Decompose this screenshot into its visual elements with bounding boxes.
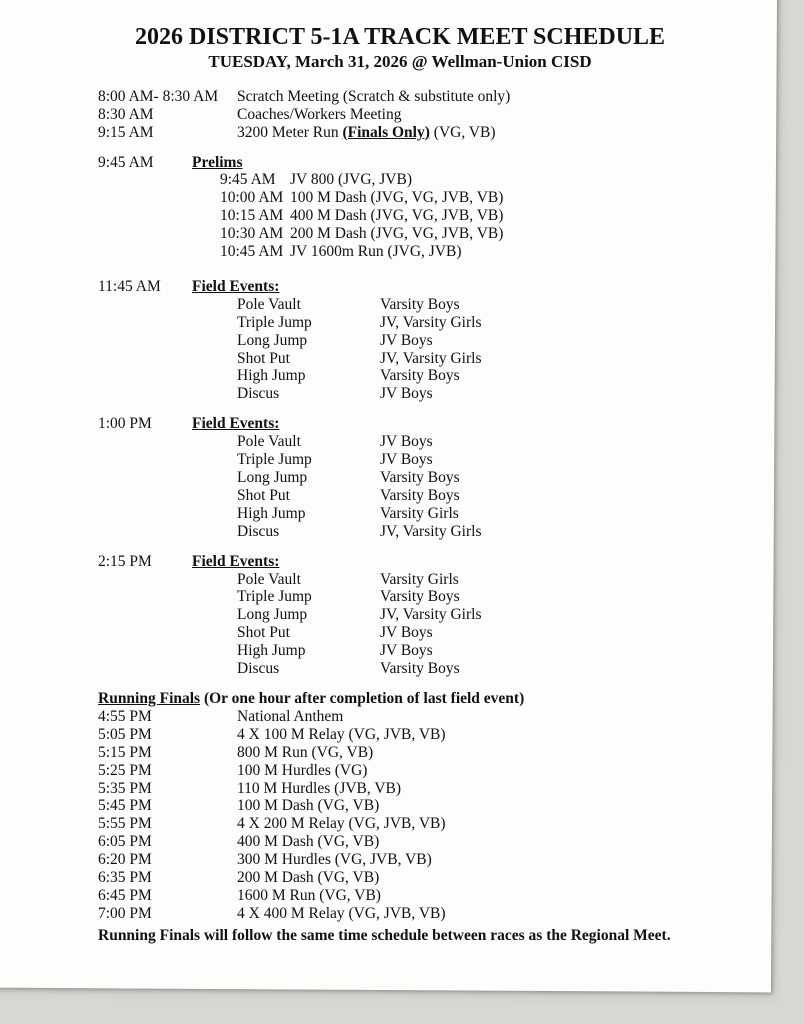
event-cell: Discus [237,385,280,403]
event-cell: 200 M Dash (JVG, VG, JVB, VB) [290,225,504,243]
event-cell: Triple Jump [237,588,312,606]
event-cell: Discus [237,522,280,540]
field-row [237,642,772,660]
event-cell: JV 800 (JVG, JVB) [290,171,413,189]
time-cell: 5:25 PM [98,761,152,779]
event-cell: National Anthem [237,707,344,725]
schedule-row [98,726,772,744]
schedule-row [220,225,772,243]
event-cell: Pole Vault [237,433,301,451]
event-cell: 1600 M Run (VG, VB) [237,886,381,904]
schedule-row [98,744,772,762]
schedule-row [98,887,772,905]
event-cell: Discus [237,660,280,678]
event-cell: High Jump [237,642,306,660]
event-cell: Shot Put [237,624,290,642]
event-cell: JV 1600m Run (JVG, JVB) [290,243,462,261]
time-cell: 10:30 AM [220,225,284,243]
event-cell: Long Jump [237,331,308,349]
schedule-row [220,171,772,189]
morning-section [98,88,772,142]
schedule-row [98,815,772,833]
time-cell: 5:35 PM [98,779,152,797]
schedule-row [220,207,772,225]
field-rows [237,433,772,540]
field-row [237,350,772,368]
field-row [237,523,772,541]
group-cell: Varsity Boys [380,588,460,606]
heading-text [98,690,524,708]
schedule-row [98,851,772,869]
schedule-row [220,189,772,207]
session-header-row [98,553,772,571]
field-row [237,487,772,505]
time-cell: 8:00 AM- 8:30 AM [98,87,219,105]
time-cell: 2:15 PM [98,552,152,570]
running-finals-label: Running Finals [98,689,201,707]
time-cell: 9:45 AM [220,171,276,189]
group-cell: Varsity Girls [380,570,459,588]
time-cell: 6:20 PM [98,851,152,869]
schedule-row [98,708,772,726]
schedule-row [98,124,772,142]
time-cell: 7:00 PM [98,904,152,922]
field-row [237,624,772,642]
event-cell: Shot Put [237,486,290,504]
schedule-row [98,106,772,124]
event-cell: Scratch Meeting (Scratch & substitute only) [237,87,511,105]
time-cell: 5:55 PM [98,815,152,833]
group-cell: JV Boys [380,642,433,660]
group-cell: JV Boys [380,385,433,403]
schedule-row [98,833,772,851]
finals-footer-note: Running Finals will follow the same time schedule between races as the Regional Meet. [98,926,671,944]
group-cell: Varsity Boys [380,486,460,504]
group-cell: JV Boys [380,433,433,451]
prelims-header-row [98,154,772,172]
group-cell: JV, Varsity Girls [380,606,482,624]
group-cell: Varsity Boys [380,660,460,678]
group-cell: JV Boys [380,331,433,349]
event-cell: 100 M Hurdles (VG) [237,761,368,779]
field-events-heading: Field Events: [192,277,280,295]
field-row [237,385,772,403]
field-row [237,660,772,678]
time-cell: 5:15 PM [98,743,152,761]
event-cell: Triple Jump [237,451,312,469]
event-cell: Long Jump [237,469,308,486]
field-row [237,571,772,589]
event-cell: 800 M Run (VG, VB) [237,743,374,761]
event-cell: 4 X 100 M Relay (VG, JVB, VB) [237,725,446,743]
group-cell: Varsity Boys [380,295,460,313]
time-cell: 6:35 PM [98,869,152,887]
time-cell: 6:45 PM [98,886,152,904]
field-events-heading: Field Events: [192,552,280,570]
schedule-row [98,88,772,106]
finals-only-emphasis: (Finals Only) [342,123,430,141]
prelims-section [98,154,772,261]
group-cell: JV, Varsity Girls [380,313,482,331]
running-finals-note: (Or one hour after completion of last field event) [200,689,525,707]
field-events-heading: Field Events: [192,415,280,433]
event-cell: 400 M Dash (JVG, VG, JVB, VB) [290,207,504,225]
time-cell: 11:45 AM [98,277,161,295]
schedule-row [220,243,772,261]
session-header-row [98,415,772,433]
time-cell: 10:00 AM [220,189,284,207]
field-row [237,505,772,523]
time-cell: 5:45 PM [98,797,152,815]
schedule-row [98,869,772,887]
event-cell: 300 M Hurdles (VG, JVB, VB) [237,851,432,869]
event-text: 3200 Meter Run [237,123,343,141]
field-row [237,314,772,332]
page-title: 2026 DISTRICT 5-1A TRACK MEET SCHEDULE [134,24,666,50]
group-cell: Varsity Girls [380,504,459,522]
event-cell: 400 M Dash (VG, VB) [237,833,380,851]
field-row [237,433,772,451]
prelims-rows [220,171,772,261]
group-cell: Varsity Boys [380,469,460,486]
session-header-row [98,278,772,296]
field-rows [237,571,772,678]
event-text: (VG, VB) [429,123,496,141]
event-cell: Pole Vault [237,295,301,313]
event-cell: Long Jump [237,606,308,624]
schedule [98,88,772,945]
field-session-1 [98,278,772,403]
event-cell: High Jump [237,504,306,522]
schedule-row [98,762,772,780]
schedule-row [98,797,772,815]
running-finals-section [98,690,772,945]
group-cell: JV, Varsity Girls [380,522,482,540]
time-cell: 8:30 AM [98,105,154,123]
time-cell: 1:00 PM [98,415,152,433]
field-session-3 [98,553,772,678]
field-row [237,332,772,350]
prelims-heading: Prelims [192,153,243,171]
event-cell: Triple Jump [237,313,312,331]
time-cell: 6:05 PM [98,833,152,851]
event-cell: 4 X 400 M Relay (VG, JVB, VB) [237,904,446,922]
time-cell: 9:45 AM [98,153,154,171]
time-cell: 5:05 PM [98,725,152,743]
time-cell: 10:15 AM [220,207,284,225]
schedule-row [98,905,772,923]
event-cell: Coaches/Workers Meeting [237,105,402,123]
field-row [237,469,772,487]
event-cell: 4 X 200 M Relay (VG, JVB, VB) [237,815,446,833]
event-cell: 110 M Hurdles (JVB, VB) [237,779,402,797]
running-finals-heading [98,690,772,708]
document-header [14,24,786,73]
group-cell: Varsity Boys [380,367,460,385]
schedule-row [98,780,772,798]
event-cell [237,124,496,142]
field-row [237,296,772,314]
group-cell: JV, Varsity Girls [380,349,482,367]
event-cell: 100 M Dash (JVG, VG, JVB, VB) [290,189,504,207]
event-cell: 100 M Dash (VG, VB) [237,797,380,815]
event-cell: Shot Put [237,349,290,367]
field-row [237,451,772,469]
field-row [237,588,772,606]
event-cell: Pole Vault [237,570,301,588]
event-cell: High Jump [237,367,306,385]
field-row [237,606,772,624]
field-rows [237,296,772,403]
time-cell: 9:15 AM [98,123,154,141]
group-cell: JV Boys [380,624,433,642]
field-row [237,367,772,385]
time-cell: 4:55 PM [98,707,152,725]
page-subtitle: TUESDAY, March 31, 2026 @ Wellman-Union CISD [208,52,592,72]
field-session-2 [98,415,772,540]
time-cell: 10:45 AM [220,243,284,261]
event-cell: 200 M Dash (VG, VB) [237,869,380,887]
document-content [0,24,772,945]
group-cell: JV Boys [380,451,433,469]
